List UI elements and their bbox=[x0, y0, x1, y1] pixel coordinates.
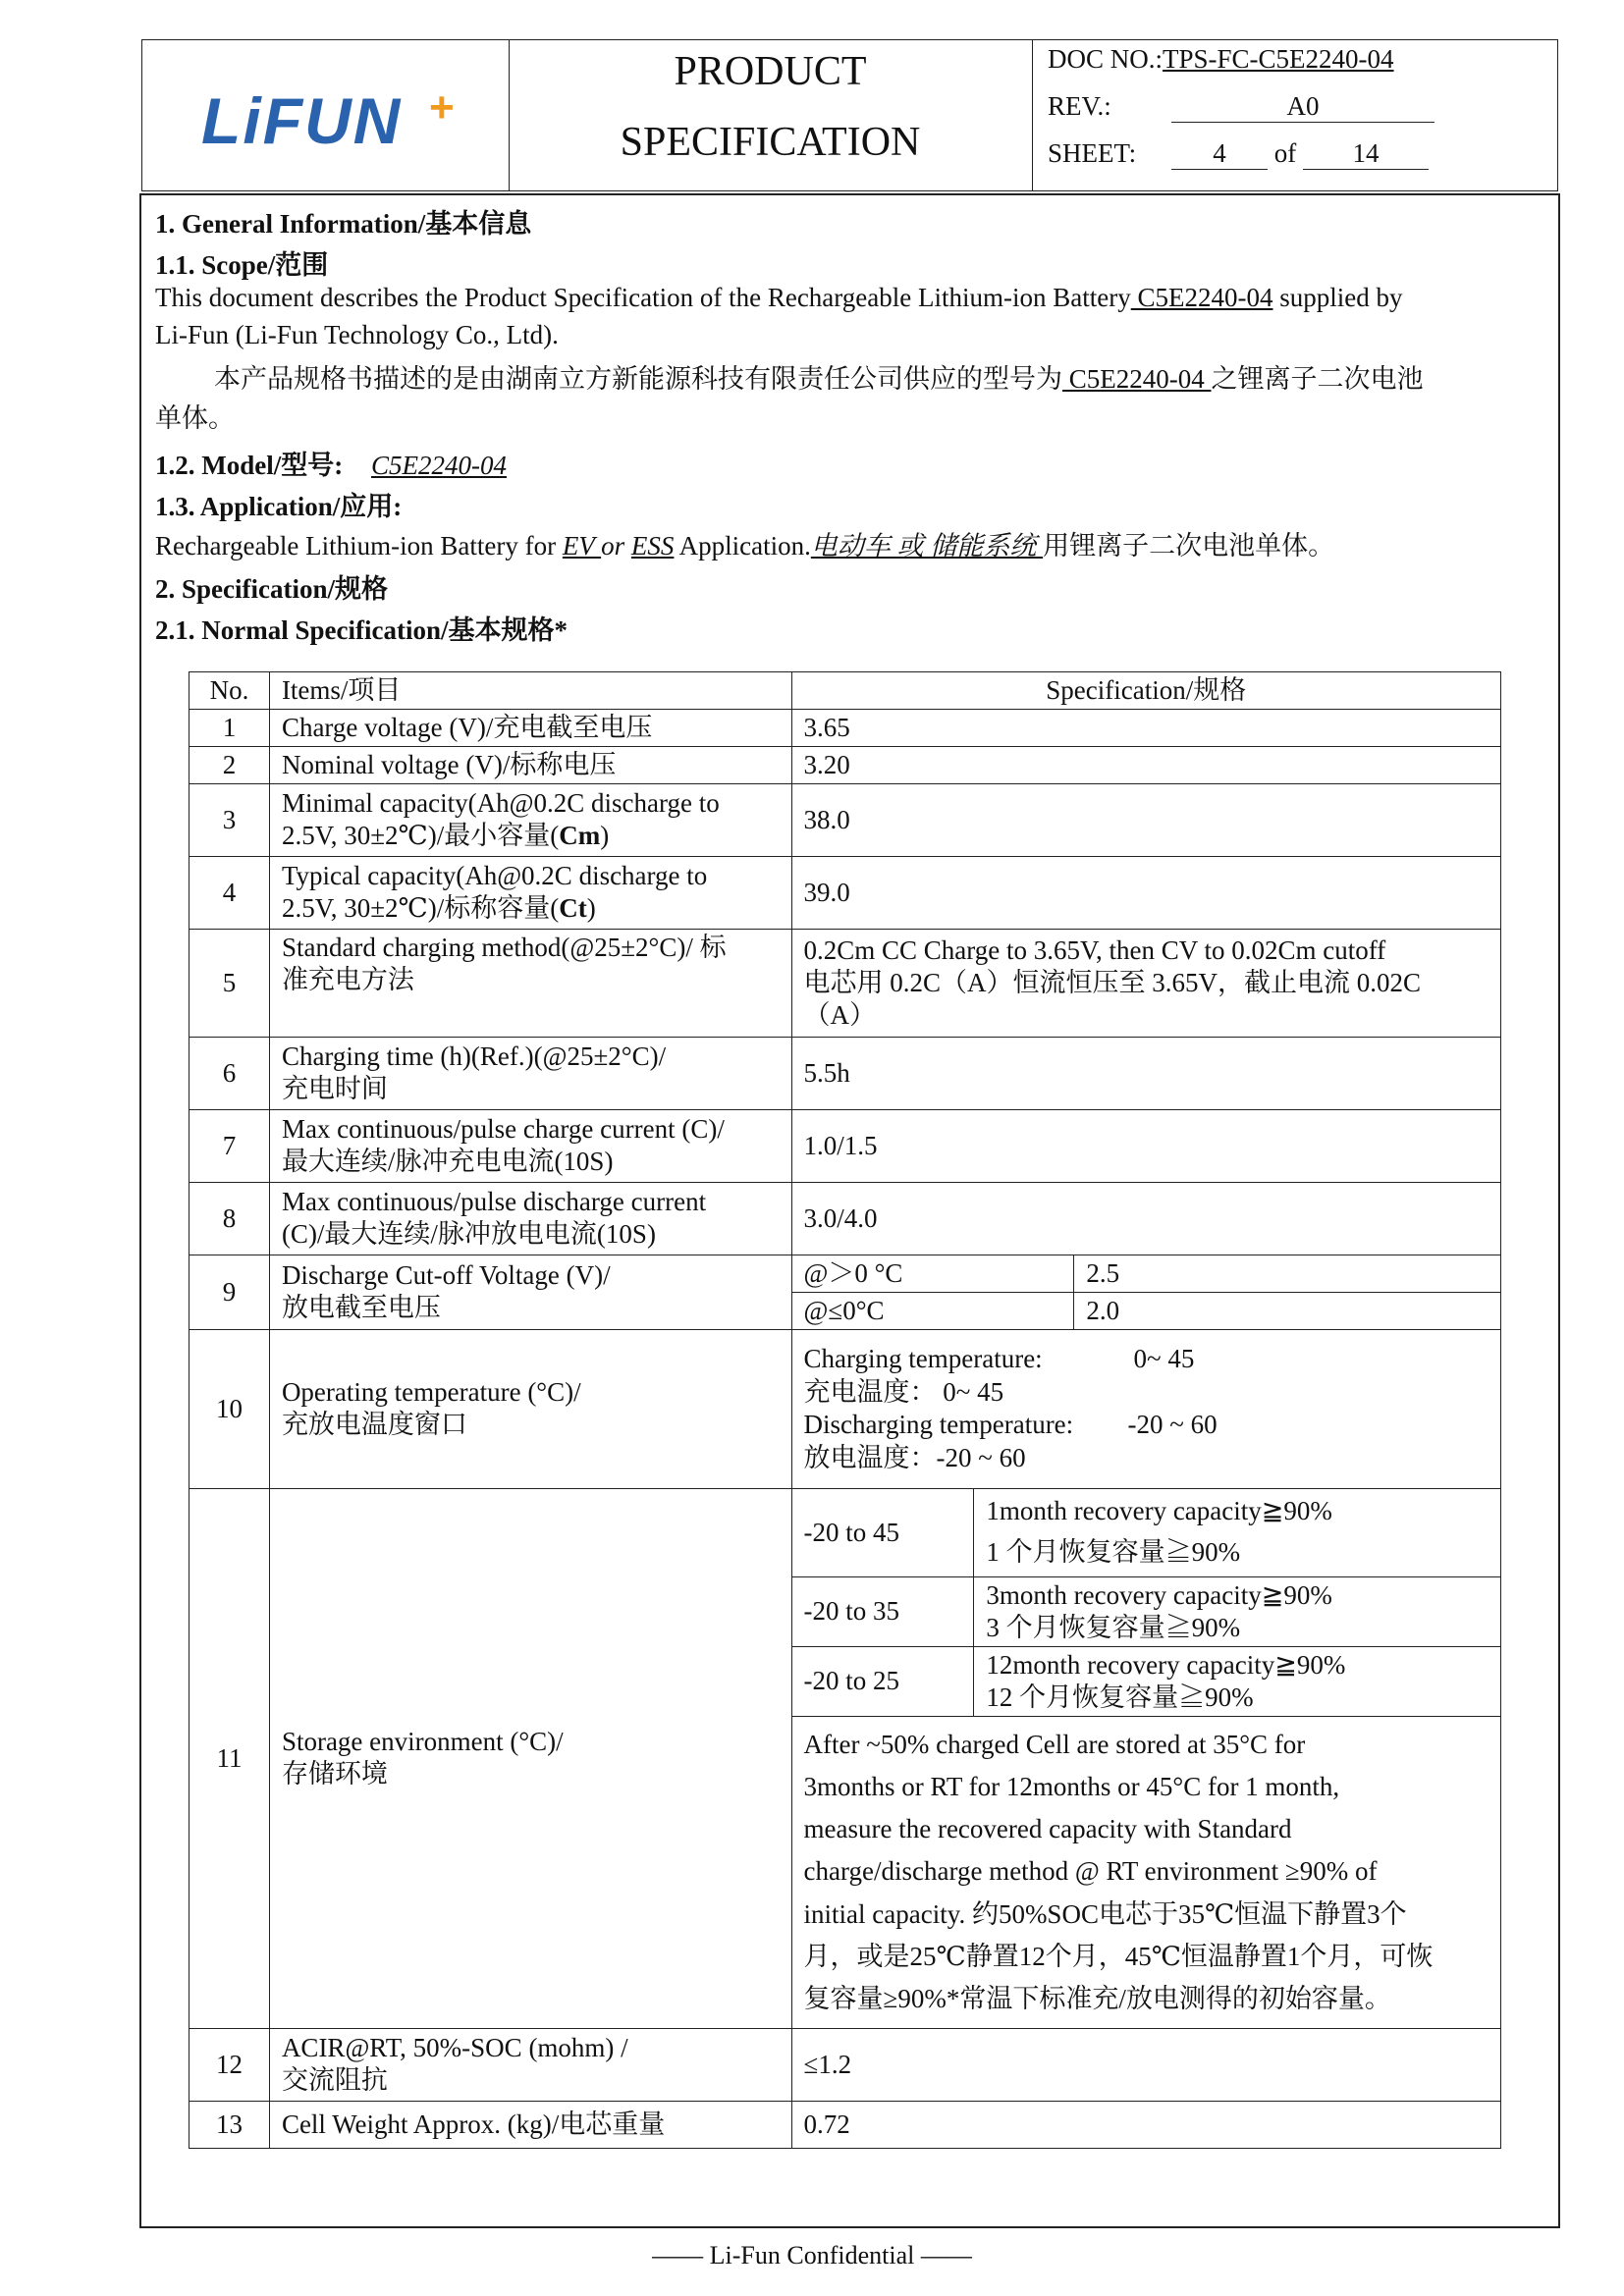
row-no: 13 bbox=[189, 2101, 270, 2148]
note-line: 月，或是25℃静置12个月，45℃恒温静置1个月，可恢 bbox=[803, 1941, 1434, 1971]
note-line: measure the recovered capacity with Standard bbox=[803, 1814, 1292, 1844]
scope-cn-text: 本产品规格书描述的是由湖南立方新能源科技有限责任公司供应的型号为 bbox=[214, 364, 1062, 394]
item-line: Max continuous/pulse charge current (C)/ bbox=[281, 1114, 725, 1145]
sheet-label: SHEET: bbox=[1048, 138, 1137, 168]
row-no: 8 bbox=[189, 1182, 270, 1255]
row-no: 5 bbox=[189, 929, 270, 1037]
sheet-value: 4 bbox=[1171, 138, 1268, 170]
row-item bbox=[269, 1037, 791, 1109]
recovery-line: 1month recovery capacity≧90% bbox=[986, 1496, 1332, 1526]
section-model bbox=[155, 444, 507, 482]
row-no: 4 bbox=[189, 856, 270, 929]
row-spec bbox=[791, 1329, 1500, 1488]
item-line: 最大连续/脉冲充电电流(10S) bbox=[281, 1147, 614, 1177]
scope-cn-text: 之锂离子二次电池 bbox=[1211, 364, 1424, 394]
spec-label: Discharging temperature: bbox=[803, 1410, 1074, 1440]
item-line: 存储环境 bbox=[281, 1759, 388, 1789]
note-line: 3months or RT for 12months or 45°C for 1 month, bbox=[803, 1772, 1340, 1802]
scope-cn-model: C5E2240-04 bbox=[1062, 364, 1212, 394]
item-text: 2.5V, 30±2℃)/标称容量( bbox=[281, 893, 560, 924]
table-row bbox=[189, 2101, 1501, 2148]
item-symbol: Ct bbox=[559, 893, 587, 924]
confidential-footer: —— Li-Fun Confidential —— bbox=[652, 2241, 972, 2269]
scope-english-line1 bbox=[155, 283, 1402, 313]
item-line bbox=[282, 892, 780, 925]
item-line: 交流阻抗 bbox=[281, 2065, 388, 2095]
model-label: 1.2. Model/型号: bbox=[155, 451, 344, 480]
table-row bbox=[189, 2028, 1501, 2101]
storage-note bbox=[791, 1716, 1500, 2028]
svg-text:+: + bbox=[429, 84, 455, 132]
item-line: 充放电温度窗口 bbox=[281, 1410, 467, 1440]
app-text: Rechargeable Lithium-ion Battery for bbox=[155, 531, 563, 561]
header-divider bbox=[1032, 40, 1033, 190]
table-row bbox=[189, 856, 1501, 929]
of-label: of bbox=[1273, 138, 1297, 168]
row-no: 9 bbox=[189, 1255, 270, 1329]
note-line: initial capacity. 约50%SOC电芯于35℃恒温下静置3个 bbox=[803, 1898, 1407, 1929]
doc-no-label: DOC NO.: bbox=[1048, 44, 1164, 74]
item-text: ) bbox=[600, 821, 610, 851]
spec-value: -20 ~ 60 bbox=[1127, 1410, 1218, 1440]
note-line: charge/discharge method @ RT environment ≥90% of bbox=[803, 1856, 1378, 1887]
table-row bbox=[189, 929, 1501, 1037]
rev-label: REV.: bbox=[1048, 91, 1111, 121]
row-item bbox=[269, 783, 791, 856]
row-item bbox=[269, 1329, 791, 1488]
item-line: 准充电方法 bbox=[281, 964, 414, 994]
spec-line bbox=[804, 1409, 1489, 1442]
recovery-line: 12month recovery capacity≧90% bbox=[986, 1649, 1346, 1680]
row-item: Charge voltage (V)/充电截至电压 bbox=[269, 710, 791, 747]
app-ev: EV bbox=[562, 531, 602, 561]
app-or: or bbox=[601, 531, 631, 561]
rev-row bbox=[1048, 91, 1435, 123]
spec-value: 0~ 45 bbox=[1133, 1343, 1195, 1373]
table-row bbox=[189, 1037, 1501, 1109]
table-header-row bbox=[189, 672, 1501, 710]
row-spec: 38.0 bbox=[791, 783, 1500, 856]
condition-cell: @＞0 °C bbox=[791, 1255, 1074, 1292]
row-spec: 3.0/4.0 bbox=[791, 1182, 1500, 1255]
note-line: After ~50% charged Cell are stored at 35°C for bbox=[803, 1729, 1306, 1759]
app-cn-underlined: 电动车 或 储能系统 bbox=[810, 531, 1044, 561]
scope-text: This document describes the Product Specification of the Rechargeable Lithium-ion Battery bbox=[155, 283, 1131, 312]
doc-no-value: TPS-FC-C5E2240-04 bbox=[1163, 44, 1394, 74]
row-spec: 5.5h bbox=[791, 1037, 1500, 1109]
row-spec: 3.20 bbox=[791, 746, 1500, 783]
row-item bbox=[269, 1182, 791, 1255]
table-row bbox=[189, 1109, 1501, 1182]
item-line: ACIR@RT, 50%-SOC (mohm) / bbox=[281, 2033, 628, 2063]
row-item: Cell Weight Approx. (kg)/电芯重量 bbox=[269, 2101, 791, 2148]
item-line: Operating temperature (°C)/ bbox=[281, 1377, 581, 1408]
recovery-line: 1 个月恢复容量≧90% bbox=[986, 1537, 1241, 1568]
row-spec bbox=[791, 929, 1500, 1037]
row-spec: 1.0/1.5 bbox=[791, 1109, 1500, 1182]
section-normal-spec: 2.1. Normal Specification/基本规格* bbox=[155, 615, 568, 645]
spec-line: 充电温度： 0~ 45 bbox=[803, 1376, 1004, 1407]
item-line: Discharge Cut-off Voltage (V)/ bbox=[281, 1260, 611, 1291]
item-line: Typical capacity(Ah@0.2C discharge to bbox=[281, 861, 708, 891]
title-product: PRODUCT bbox=[674, 49, 867, 94]
row-item bbox=[269, 1109, 791, 1182]
app-text: Application. bbox=[674, 531, 811, 561]
item-line: (C)/最大连续/脉冲放电电流(10S) bbox=[281, 1219, 656, 1250]
app-ess: ESS bbox=[630, 531, 675, 561]
spec-line: 放电温度：-20 ~ 60 bbox=[803, 1443, 1026, 1472]
scope-text: supplied by bbox=[1272, 283, 1403, 312]
note-line: 复容量≥90%*常温下标准充/放电测得的初始容量。 bbox=[803, 1983, 1391, 2013]
row-no: 12 bbox=[189, 2028, 270, 2101]
rev-value: A0 bbox=[1171, 91, 1435, 123]
table-row bbox=[189, 710, 1501, 747]
row-no: 2 bbox=[189, 746, 270, 783]
temp-range-cell: -20 to 35 bbox=[791, 1576, 974, 1646]
app-cn-text: 用锂离子二次电池单体。 bbox=[1043, 531, 1335, 561]
row-no: 11 bbox=[189, 1488, 270, 2028]
table-row bbox=[189, 783, 1501, 856]
temp-range-cell: -20 to 45 bbox=[791, 1488, 974, 1576]
temp-range-cell: -20 to 25 bbox=[791, 1646, 974, 1716]
spec-line: 电芯用 0.2C（A）恒流恒压至 3.65V，截止电流 0.02C bbox=[803, 967, 1422, 997]
table-row bbox=[189, 746, 1501, 783]
model-value: C5E2240-04 bbox=[370, 451, 507, 480]
value-cell: 2.5 bbox=[1074, 1255, 1501, 1292]
row-spec: ≤1.2 bbox=[791, 2028, 1500, 2101]
doc-no-row bbox=[1048, 44, 1394, 75]
row-spec: 3.65 bbox=[791, 710, 1500, 747]
svg-text:LiFUN: LiFUN bbox=[201, 84, 403, 153]
section-general-info: 1. General Information/基本信息 bbox=[155, 209, 532, 239]
condition-cell: @≤0°C bbox=[791, 1292, 1074, 1329]
recovery-line: 12 个月恢复容量≧90% bbox=[986, 1682, 1254, 1712]
header-items: Items/项目 bbox=[269, 672, 791, 710]
row-no: 1 bbox=[189, 710, 270, 747]
header-spec: Specification/规格 bbox=[791, 672, 1500, 710]
recovery-cell bbox=[974, 1488, 1501, 1576]
table-row bbox=[189, 1329, 1501, 1488]
sheet-row bbox=[1048, 138, 1429, 170]
row-no: 3 bbox=[189, 783, 270, 856]
item-line bbox=[282, 820, 780, 852]
section-application: 1.3. Application/应用: bbox=[155, 492, 403, 521]
spec-label: Charging temperature: bbox=[803, 1343, 1043, 1373]
spec-line bbox=[804, 1343, 1489, 1376]
header-no: No. bbox=[189, 672, 270, 710]
recovery-cell bbox=[974, 1576, 1501, 1646]
sheet-total: 14 bbox=[1303, 138, 1429, 170]
title-specification: SPECIFICATION bbox=[620, 120, 921, 165]
spec-line: 0.2Cm CC Charge to 3.65V, then CV to 0.02Cm cutoff bbox=[803, 934, 1386, 965]
recovery-cell bbox=[974, 1646, 1501, 1716]
row-spec: 0.72 bbox=[791, 2101, 1500, 2148]
row-item bbox=[269, 856, 791, 929]
table-row bbox=[189, 1488, 1501, 1576]
item-line: 充电时间 bbox=[281, 1074, 388, 1104]
item-text: 2.5V, 30±2℃)/最小容量( bbox=[281, 821, 560, 851]
document-header bbox=[141, 39, 1558, 191]
section-scope: 1.1. Scope/范围 bbox=[155, 250, 329, 280]
lifun-logo bbox=[201, 84, 466, 153]
item-line: 放电截至电压 bbox=[281, 1293, 441, 1323]
row-item bbox=[269, 1488, 791, 2028]
item-line: Standard charging method(@25±2°C)/ 标 bbox=[281, 932, 727, 962]
item-symbol: Cm bbox=[559, 821, 601, 851]
scope-model: C5E2240-04 bbox=[1130, 283, 1273, 312]
spec-table bbox=[189, 671, 1501, 2149]
recovery-line: 3month recovery capacity≧90% bbox=[986, 1579, 1332, 1610]
item-line: Minimal capacity(Ah@0.2C discharge to bbox=[281, 788, 720, 819]
item-text: ) bbox=[586, 893, 596, 924]
recovery-line: 3 个月恢复容量≧90% bbox=[986, 1612, 1241, 1642]
row-spec: 39.0 bbox=[791, 856, 1500, 929]
scope-english-line2: Li-Fun (Li-Fun Technology Co., Ltd). bbox=[155, 320, 559, 349]
row-item: Nominal voltage (V)/标称电压 bbox=[269, 746, 791, 783]
row-item bbox=[269, 2028, 791, 2101]
row-item bbox=[269, 929, 791, 1037]
value-cell: 2.0 bbox=[1074, 1292, 1501, 1329]
item-line: Storage environment (°C)/ bbox=[281, 1727, 564, 1757]
item-line: Charging time (h)(Ref.)(@25±2°C)/ bbox=[281, 1041, 667, 1072]
scope-chinese-line1 bbox=[214, 357, 1424, 396]
row-no: 7 bbox=[189, 1109, 270, 1182]
row-no: 10 bbox=[189, 1329, 270, 1488]
spec-line: （A） bbox=[803, 999, 877, 1030]
application-text bbox=[155, 524, 1334, 562]
table-row bbox=[189, 1255, 1501, 1292]
section-specification: 2. Specification/规格 bbox=[155, 574, 388, 604]
row-no: 6 bbox=[189, 1037, 270, 1109]
table-row bbox=[189, 1182, 1501, 1255]
scope-chinese-line2: 单体。 bbox=[155, 403, 235, 433]
item-line: Max continuous/pulse discharge current bbox=[281, 1187, 707, 1217]
row-item bbox=[269, 1255, 791, 1329]
